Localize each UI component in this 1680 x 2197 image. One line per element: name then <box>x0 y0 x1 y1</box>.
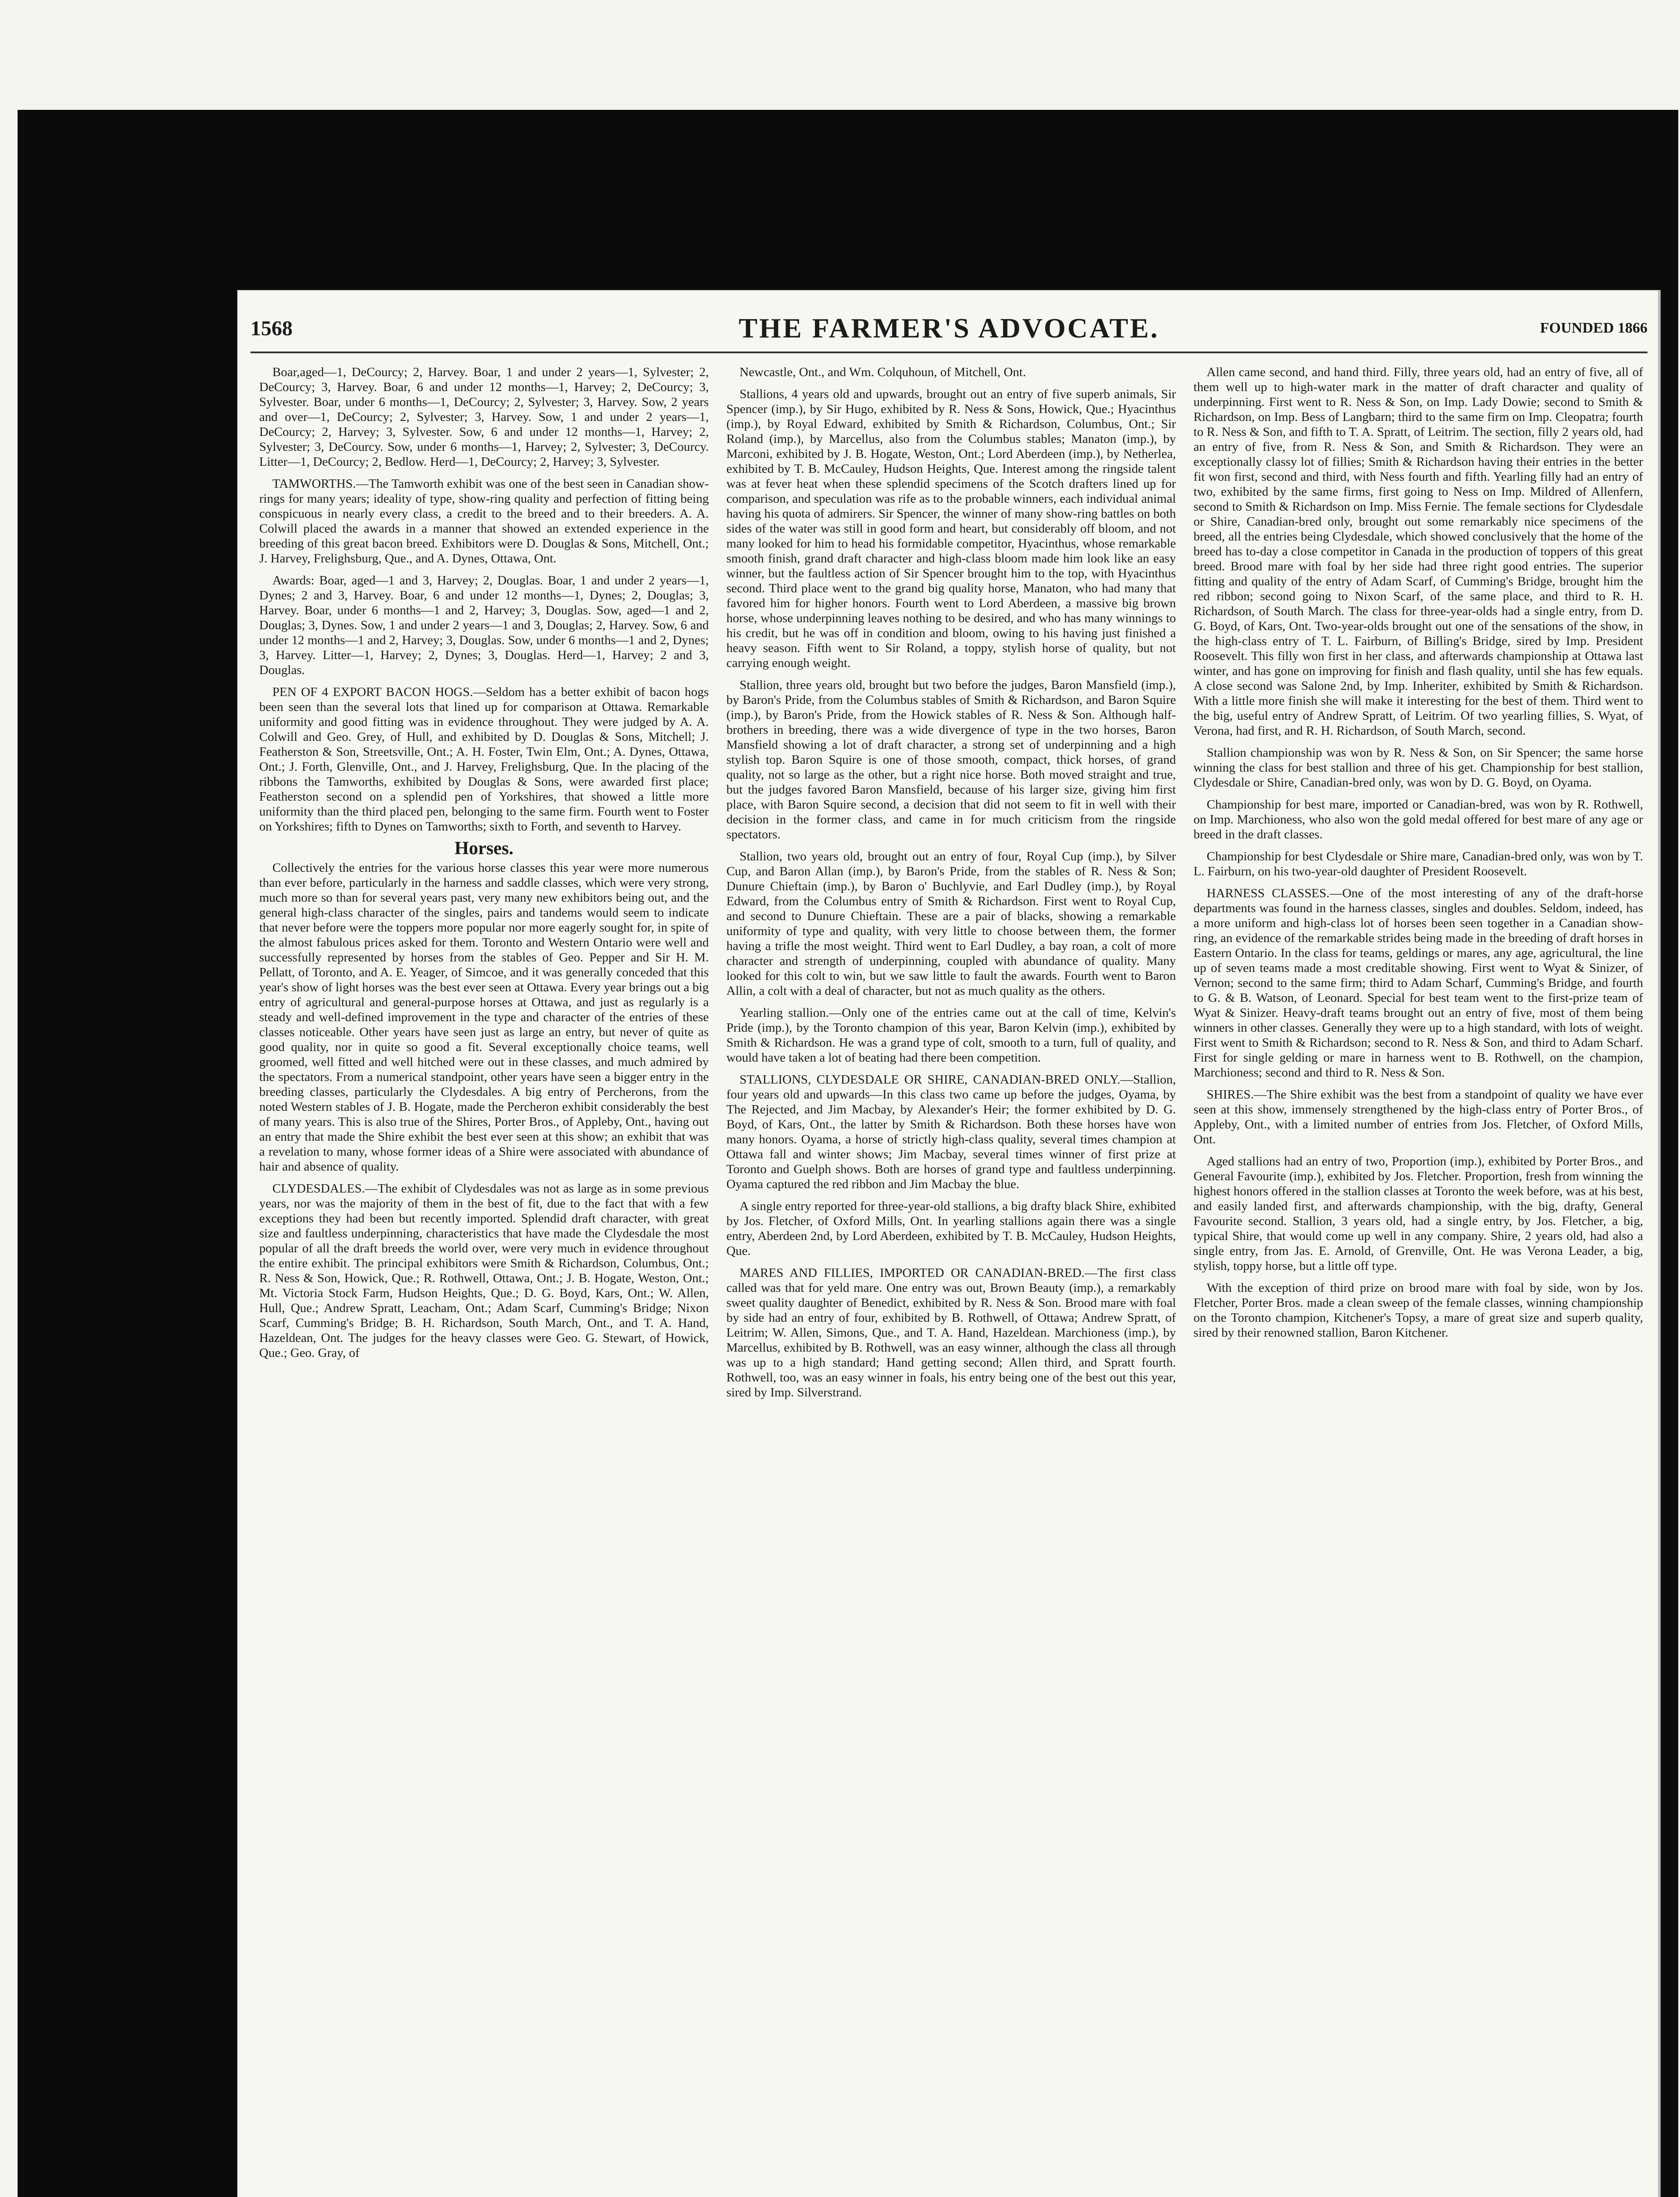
page-header <box>250 312 1647 352</box>
paragraph: Stallions, 4 years old and upwards, brought out an entry of five superb animals, Sir Spencer (imp.), by Sir Hugo, exhibited by R. Ness & Sons, Howick, Que.; Hyacinthus (imp.), by Royal Edward, exhibited by Smith & Richardson, Columbus, Ont.; Sir Roland (imp.), by Marcellus, also from the Columbus stables; Manaton (imp.), by Marconi, exhibited by J. B. Hogate, Weston, Ont.; Lord Aberdeen (imp.), by Netherlea, exhibited by T. B. McCauley, Hudson Heights, Que. Interest among the ringside talent was at fever heat when these splendid specimens of the Scotch drafters lined up for comparison, and speculation was rife as to the probable winners, each individual animal having his quota of admirers. Sir Spencer, the winner of many show-ring battles on both sides of the water was still in good form and heart, but considerably off bloom, and not many looked for him to head his formidable competitor, Hyacinthus, whose remarkable smooth finish, grand draft character and high-class bloom made him look like an easy winner, but the faultless action of Sir Spencer brought him to the top, with Hyacinthus second. Third place went to the grand big quality horse, Manaton, who had many that favored him for higher honors. Fourth went to Lord Aberdeen, a massive big brown horse, whose underpinning leaves nothing to be desired, and who has many winnings to his credit, but he was off in condition and bloom, owing to his having just finished a heavy season. Fifth went to Sir Roland, a toppy, stylish horse of quality, but not carrying enough weight. <box>726 387 1176 670</box>
paragraph: Championship for best mare, imported or Canadian-bred, was won by R. Rothwell, on Imp. Marchioness, who also won the gold medal offered for best mare of any age or breed in the draft classes. <box>1193 798 1643 841</box>
film-border-left <box>18 110 237 2197</box>
paragraph: Championship for best Clydesdale or Shire mare, Canadian-bred only, was won by T. L. Fairburn, on his two-year-old daughter of President Roosevelt. <box>1193 849 1643 878</box>
paragraph: MARES AND FILLIES, IMPORTED OR CANADIAN-BRED.—The first class called was that for yeld mare. One entry was out, Brown Beauty (imp.), a remarkably sweet quality daughter of Benedict, exhibited by R. Ness & Son. Brood mare with foal by side had an entry of four, exhibited by B. Rothwell, of Ottawa; Andrew Spratt, of Leitrim; W. Allen, Simons, Que., and T. A. Hand, Hazeldean. Marchioness (imp.), by Marcellus, exhibited by B. Rothwell, was an easy winner, although the class all through was up to a high standard; Hand getting second; Allen third, and Spratt fourth. Rothwell, too, was an easy winner in foals, his entry being one of the best out this year, sired by Imp. Silverstrand. <box>726 1266 1176 1399</box>
film-border-top <box>0 0 1680 114</box>
paragraph: Newcastle, Ont., and Wm. Colquhoun, of Mitchell, Ont. <box>739 365 1026 379</box>
column-1 <box>259 365 709 2197</box>
page-number: 1568 <box>250 317 293 340</box>
paragraph: Allen came second, and hand third. Filly, three years old, had an entry of five, all of them well up to high-water mark in the matter of draft character and quality of underpinning. First went to R. Ness & Son, on Imp. Lady Dowie; second to Smith & Richardson, on Imp. Bess of Langbarn; third to the same firm on Imp. Cleopatra; fourth to R. Ness & Son, and fifth to T. A. Spratt, of Leitrim. The section, filly 2 years old, had an entry of five, from R. Ness & Son, and Smith & Richardson. They were an exceptionally classy lot of fillies; Smith & Richardson having their entries in the better fit won first, second and third, with Ness fourth and fifth. Yearling filly had an entry of two, exhibited by the same firms, first going to Ness on Imp. Mildred of Allenfern, second to Smith & Richardson on Imp. Miss Fernie. The female sections for Clydesdale or Shire, Canadian-bred only, brought out some remarkably nice specimens of the breed, all the entries being Clydesdale, which showed conclusively that the home of the breed has to-day a close competitor in Canada in the production of toppers of this great breed. Brood mare with foal by her side had three right good entries. The superior fitting and quality of the entry of Adam Scarf, of Cumming's Bridge, brought him the red ribbon; second going to Nixon Scarf, of the same place, and third to R. H. Richardson, of South March. The class for three-year-olds had a single entry, from D. G. Boyd, of Kars, Ont. Two-year-olds brought out one of the sensations of the show, in the high-class entry of T. L. Fairburn, of Billing's Bridge, sired by Imp. President Roosevelt. This filly won first in her class, and afterwards championship at Ottawa last winter, and has gone on improving for finish and flash quality, until she has few equals. A close second was Salone 2nd, by Imp. Inheriter, exhibited by Smith & Richardson. With a little more finish she will make it interesting for the best of them. Third went to the big, useful entry of Andrew Spratt, of Leitrim. Of two yearling fillies, S. Wyat, of Verona, had first, and R. H. Richardson, of South March, second. <box>1193 365 1643 738</box>
paragraph: Yearling stallion.—Only one of the entries came out at the call of time, Kelvin's Pride (imp.), by the Toronto champion of this year, Baron Kelvin (imp.), exhibited by Smith & Richardson. He was a grand type of colt, smooth to a turn, full of quality, and would have taken a lot of beating had there been competition. <box>726 1006 1176 1065</box>
paragraph: Awards: Boar, aged—1 and 3, Harvey; 2, Douglas. Boar, 1 and under 2 years—1, Dynes; 2 and 3, Harvey. Boar, 6 and under 12 months—1, Dynes; 2, Douglas; 3, Harvey. Boar, under 6 months—1 and 2, Harvey; 3, Douglas. Sow, aged—1 and 2, Douglas; 3, Dynes. Sow, 1 and under 2 years—1 and 3, Douglas; 2, Harvey. Sow, 6 and under 12 months—1 and 2, Harvey; 3, Douglas. Sow, under 6 months—1 and 2, Dynes; 3, Harvey. Litter—1, Harvey; 2, Dynes; 3, Douglas. Herd—1, Harvey; 2 and 3, Douglas. <box>259 573 709 677</box>
page-edge <box>1658 290 1661 2197</box>
header-rule <box>250 352 1647 353</box>
paragraph: SHIRES.—The Shire exhibit was the best from a standpoint of quality we have ever seen at this show, immensely strengthened by the high-class entry of Porter Bros., of Appleby, Ont., with a limited number of entries from Jos. Fletcher, of Oxford Mills, Ont. <box>1193 1088 1643 1146</box>
paragraph: Stallion championship was won by R. Ness & Son, on Sir Spencer; the same horse winning the class for best stallion and three of his get. Championship for best stallion, Clydesdale or Shire, Canadian-bred only, was won by D. G. Boyd, on Oyama. <box>1193 746 1643 790</box>
paragraph: HARNESS CLASSES.—One of the most interesting of any of the draft-horse departments was found in the harness classes, singles and doubles. Seldom, indeed, has a more uniform and high-class lot of horses been seen together in a Canadian show-ring, an evidence of the remarkable strides being made in the breeding of draft horses in Eastern Ontario. In the class for teams, geldings or mares, any age, agricultural, the line up of seven teams made a most creditable showing. First went to Wyat & Sinizer, of Vernon; second to the same firm; third to Adam Scharf, Cumming's Bridge, and fourth to G. & B. Watson, of Leonard. Special for best team went to the first-prize team of Wyat & Sinizer. Heavy-draft teams brought out an entry of five, most of them being winners in other classes. Generally they were up to a high standard, with lots of weight. First went to Smith & Richardson; second to R. Ness & Son, and third to Adam Scharf. First for single gelding or mare in harness went to B. Rothwell, on the champion, Marchioness; second and third to R. Ness & Son. <box>1193 886 1643 1080</box>
paragraph: With the exception of third prize on brood mare with foal by side, won by Jos. Fletcher, Porter Bros. made a clean sweep of the female classes, winning championship on the Toronto champion, Kitchener's Topsy, a mare of great size and superb quality, sired by their renowned stallion, Baron Kitchener. <box>1193 1281 1643 1340</box>
paragraph: PEN OF 4 EXPORT BACON HOGS.—Seldom has a better exhibit of bacon hogs been seen than the several lots that lined up for comparison at Ottawa. Remarkable uniformity and good fitting was in evidence throughout. They were judged by A. A. Colwill and Geo. Grey, of Hull, and exhibited by D. Douglas & Sons, Mitchell; J. Featherston & Son, Streetsville, Ont.; A. H. Foster, Twin Elm, Ont.; A. Dynes, Ottawa, Ont.; J. Forth, Glenville, Ont., and J. Harvey, Frelighsburg, Que. In the placing of the ribbons the Tamworths, exhibited by Douglas & Sons, were awarded first place; Featherston second on a splendid pen of Yorkshires, that showed a little more uniformity than the third placed pen, belonging to the same firm. Fourth went to Foster on Yorkshires; fifth to Dynes on Tamworths; sixth to Forth, and seventh to Harvey. <box>259 685 709 834</box>
paragraph: Collectively the entries for the various horse classes this year were more numerous than ever before, particularly in the harness and saddle classes, which were very strong, much more so than for several years past, very many new exhibitors being out, and the general high-class character of the singles, pairs and tandems would seem to indicate that never before were the toppers more popular nor more eagerly sought for, in spite of the almost fabulous prices asked for them. Toronto and Western Ontario were well and successfully represented by horses from the stables of Geo. Pepper and Sir H. M. Pellatt, of Toronto, and A. E. Yeager, of Simcoe, and it was generally conceded that this year's show of light horses was the best ever seen at Ottawa. Every year brings out a big entry of agricultural and general-purpose horses at Ottawa, and just as regularly is a steady and well-defined improvement in the type and character of the entries of these classes noticeable. Other years have seen just as large an entry, but never of quite as good quality, nor in quite so good a fit. Several exceptionally choice teams, well groomed, well fitted and well hitched were out in these classes, and much admired by the spectators. From a numerical standpoint, other years have seen a bigger entry in the breeding classes, particularly the Clydesdales. A big entry of Percherons, from the noted Western stables of J. B. Hogate, made the Percheron exhibit considerably the best of many years. This is also true of the Shires, Porter Bros., of Appleby, Ont., having out an entry that made the Shire exhibit the best ever seen at this show; an exhibit that was a revelation to many, whose former ideas of a Shire were associated with abundance of hair and absence of quality. <box>259 861 709 1174</box>
film-border-top-strip <box>18 110 1669 290</box>
paragraph: STALLIONS, CLYDESDALE OR SHIRE, CANADIAN-BRED ONLY.—Stallion, four years old and upwards—In this class two came up before the judges, Oyama, by The Rejected, and Jim Macbay, by Alexander's Heir; the former exhibited by D. G. Boyd, of Kars, Ont., the latter by Smith & Richardson. Both these horses have won many honors. Oyama, a horse of strictly high-class quality, several times champion at Ottawa fall and winter shows; Jim Macbay, several times winner of first prize at Toronto and Guelph shows. Both are horses of grand type and faultless underpinning. Oyama captured the red ribbon and Jim Macbay the blue. <box>726 1073 1176 1191</box>
paragraph: Stallion, three years old, brought but two before the judges, Baron Mansfield (imp.), by Baron's Pride, from the Columbus stables of Smith & Richardson, and Baron Squire (imp.), by Baron's Pride, from the Howick stables of R. Ness & Son. Although half-brothers in breeding, there was a wide divergence of type in the two horses, Baron Mansfield showing a lot of draft character, a strong set of underpinning and a high stylish top. Baron Squire is one of those smooth, compact, thick horses, of grand quality, not so large as the other, but a right nice horse. Both moved straight and true, but the judges favored Baron Mansfield, because of his larger size, giving him first place, with Baron Squire second, a decision that did not seem to fit in well with their decision in the former class, and came in for much criticism from the ringside spectators. <box>726 678 1176 841</box>
newspaper-page <box>237 290 1661 2197</box>
paragraph: TAMWORTHS.—The Tamworth exhibit was one of the best seen in Canadian show-rings for many years; ideality of type, show-ring quality and perfection of fitting being conspicuous in nearly every class, a credit to the breed and to their breeders. A. A. Colwill placed the awards in a manner that showed an extended experience in the breeding of this great bacon breed. Exhibitors were D. Douglas & Sons, Mitchell, Ont.; J. Harvey, Frelighsburg, Que., and A. Dynes, Ottawa, Ont. <box>259 477 709 566</box>
paragraph: Boar,aged—1, DeCourcy; 2, Harvey. Boar, 1 and under 2 years—1, Sylvester; 2, DeCourcy; 3, Harvey. Boar, 6 and under 12 months—1, Harvey; 2, DeCourcy; 3, Sylvester. Boar, under 6 months—1, DeCourcy; 2, Sylvester; 3, Harvey. Sow, 2 years and over—1, DeCourcy; 2, Sylvester; 3, Harvey. Sow, 1 and under 2 years—1, DeCourcy; 2, Harvey; 3, Sylvester. Sow, 6 and under 12 months—1, Harvey; 2, Sylvester; 3, DeCourcy. Sow, under 6 months—1, Harvey; 2, Sylvester; 3, DeCourcy. Litter—1, DeCourcy; 2, Bedlow. Herd—1, DeCourcy; 2, Harvey; 3, Sylvester. <box>259 365 709 469</box>
paragraph: A single entry reported for three-year-old stallions, a big drafty black Shire, exhibited by Jos. Fletcher, of Oxford Mills, Ont. In yearling stallions again there was a single entry, Aberdeen 2nd, by Lord Aberdeen, exhibited by T. B. McCauley, Hudson Heights, Que. <box>726 1199 1176 1258</box>
column-2 <box>726 365 1176 2197</box>
column-3 <box>1194 365 1643 2197</box>
founded-label: FOUNDED 1866 <box>1540 320 1647 336</box>
section-heading-horses: Horses. <box>454 838 514 859</box>
paragraph: Stallion, two years old, brought out an entry of four, Royal Cup (imp.), by Silver Cup, and Baron Allan (imp.), by Baron's Pride, from the stables of R. Ness & Son; Dunure Chieftain (imp.), by Baron o' Buchlyvie, and Earl Dudley (imp.), by Royal Edward, from the Columbus entry of Smith & Richardson. First went to Royal Cup, and second to Dunure Chieftain. These are a pair of blacks, showing a remarkable uniformity of type and quality, with very little to choose between them, the former having a trifle the most weight. Third went to Earl Dudley, a bay roan, a colt of more character and strength of underpinning, coupled with abundance of quality. Many looked for this colt to win, but we saw little to fault the awards. Fourth went to Baron Allin, a colt with a deal of character, but not as much quality as the others. <box>726 849 1176 998</box>
paragraph: CLYDESDALES.—The exhibit of Clydesdales was not as large as in some previous years, nor was the majority of them in the best of fit, due to the fact that with a few exceptions they had been but recently imported. Splendid draft character, with great size and faultless underpinning, characteristics that have made the Clydesdale the most popular of all the draft breeds the world over, were very much in evidence throughout the entire exhibit. The principal exhibitors were Smith & Richardson, Columbus, Ont.; R. Ness & Son, Howick, Que.; R. Rothwell, Ottawa, Ont.; J. B. Hogate, Weston, Ont.; Mt. Victoria Stock Farm, Hudson Heights, Que.; D. G. Boyd, Kars, Ont.; W. Allen, Hull, Que.; Andrew Spratt, Leacham, Ont.; Adam Scarf, Cumming's Bridge; Nixon Scarf, Cumming's Bridge; B. H. Richardson, South March, Ont., and T. A. Hand, Hazeldean, Ont. The judges for the heavy classes were Geo. G. Stewart, of Howick, Que.; Geo. Gray, of <box>259 1182 709 1360</box>
paragraph: Aged stallions had an entry of two, Proportion (imp.), exhibited by Porter Bros., and General Favourite (imp.), exhibited by Jos. Fletcher. Proportion, fresh from winning the highest honors offered in the stallion classes at Toronto the week before, was at his best, and easily landed first, and afterwards championship, with the big, drafty, General Favourite second. Stallion, 3 years old, had a single entry, by Jos. Fletcher, a big, typical Shire, that would come up well in any company. Shire, 2 years old, had also a single entry, from Jas. E. Arnold, of Grenville, Ont. He was Verona Leader, a big, stylish, toppy horse, but a little off type. <box>1193 1154 1643 1273</box>
article-columns <box>259 365 1643 2197</box>
masthead-title: THE FARMER'S ADVOCATE. <box>739 312 1159 344</box>
film-border-right <box>1661 110 1678 2197</box>
